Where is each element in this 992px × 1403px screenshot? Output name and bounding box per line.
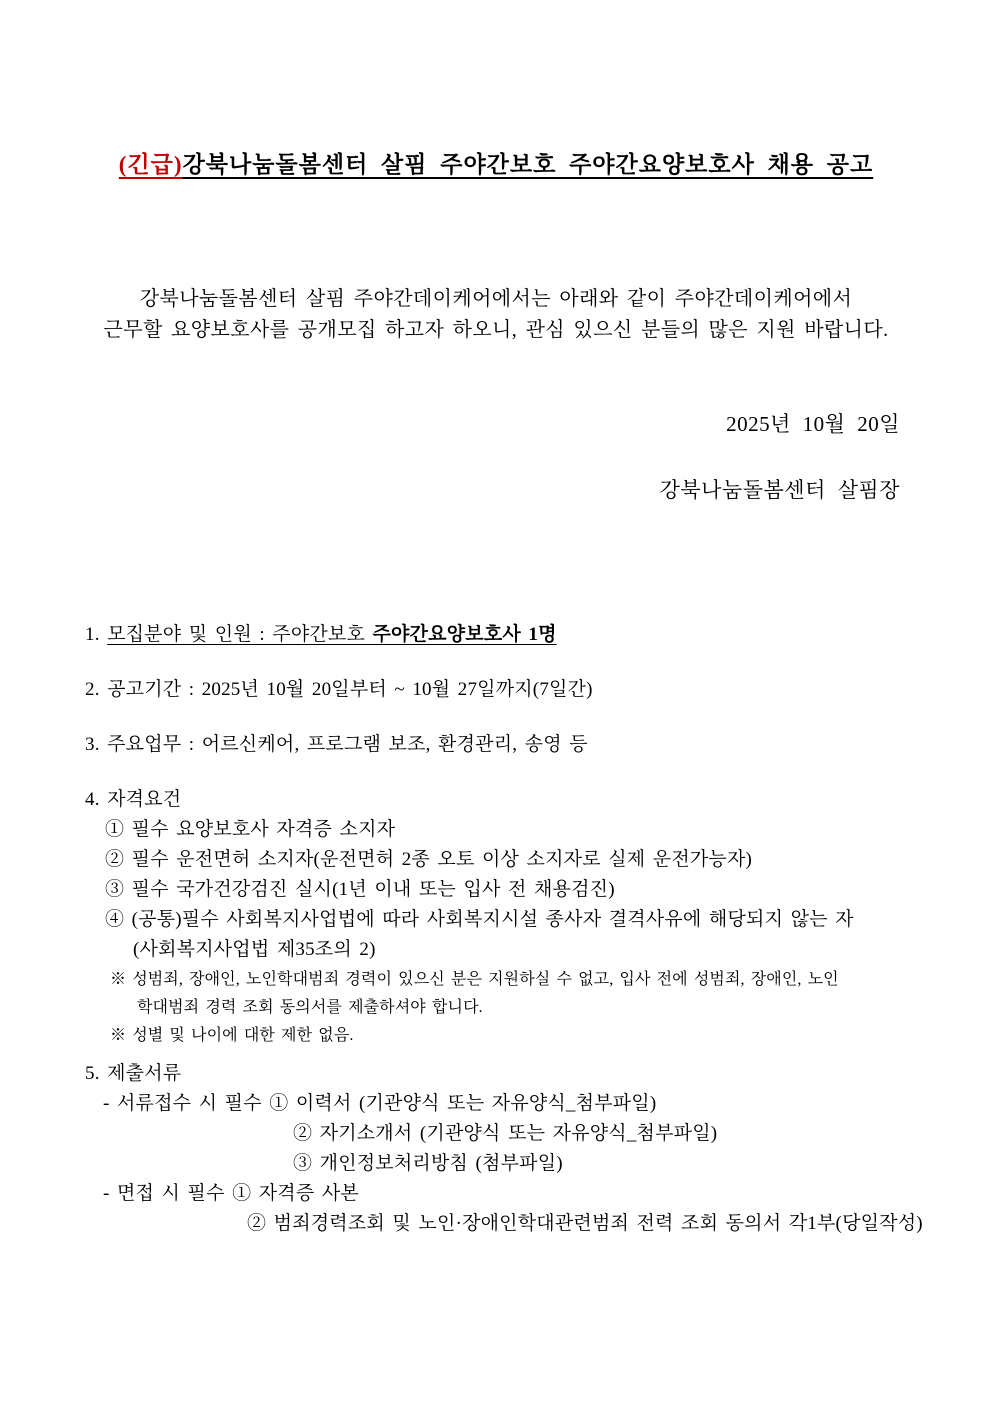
note-2: ※ 성별 및 나이에 대한 제한 없음. bbox=[110, 1027, 354, 1044]
item-5-interview-line-2: ② 범죄경력조회 및 노인·장애인학대관련범죄 전력 조회 동의서 각1부(당일작성) bbox=[247, 1213, 923, 1234]
item-5-doc-line-1: - 서류접수 시 필수 ① 이력서 (기관양식 또는 자유양식_첨부파일) bbox=[103, 1093, 657, 1114]
announcement-date: 2025년 10월 20일 bbox=[726, 412, 900, 436]
item-1-prefix: 1. bbox=[85, 624, 108, 645]
title-urgent-tag: (긴급) bbox=[118, 152, 183, 177]
intro-line-2: 근무할 요양보호사를 공개모집 하고자 하오니, 관심 있으신 분들의 많은 지원 바랍니다. bbox=[103, 319, 889, 341]
note-1-line-1: ※ 성범죄, 장애인, 노인학대범죄 경력이 있으신 분은 지원하실 수 없고, 입사 전에 성범죄, 장애인, 노인 bbox=[110, 971, 839, 988]
intro-line-1: 강북나눔돌봄센터 살핌 주야간데이케어에서는 아래와 같이 주야간데이케어에서 bbox=[139, 288, 853, 310]
body-list bbox=[0, 620, 992, 1239]
item-5-doc-line-3: ③ 개인정보처리방침 (첨부파일) bbox=[293, 1153, 563, 1174]
note-1-line-2: 학대범죄 경력 조회 동의서를 제출하셔야 합니다. bbox=[137, 999, 483, 1016]
item-5-interview-line-1: - 면접 시 필수 ① 자격증 사본 bbox=[103, 1183, 359, 1204]
item-4-sub-3: ③ 필수 국가건강검진 실시(1년 이내 또는 입사 전 채용검진) bbox=[105, 879, 615, 900]
item-5-documents-block bbox=[0, 1059, 992, 1239]
page-title bbox=[0, 150, 992, 180]
item-4-notes bbox=[0, 966, 992, 1050]
item-3-main-duties: 3. 주요업무 : 어르신케어, 프로그램 보조, 환경관리, 송영 등 bbox=[85, 734, 588, 755]
item-4-sub-4: ④ (공통)필수 사회복지사업법에 따라 사회복지시설 종사자 결격사유에 해당되지 않는 자 bbox=[105, 909, 854, 930]
item-4-sub-2: ② 필수 운전면허 소지자(운전면허 2종 오토 이상 소지자로 실제 운전가능자) bbox=[105, 849, 753, 870]
item-5-heading: 5. 제출서류 bbox=[85, 1063, 182, 1084]
item-4-qualifications-heading: 4. 자격요건 bbox=[85, 789, 182, 810]
item-2-posting-period: 2. 공고기간 : 2025년 10월 20일부터 ~ 10월 27일까지(7일간) bbox=[85, 679, 593, 700]
item-1-emphasized-text: 주야간요양보호사 1명 bbox=[372, 624, 557, 645]
item-4-sub-4-wrap: (사회복지사업법 제35조의 2) bbox=[133, 939, 376, 960]
intro-paragraph bbox=[0, 284, 992, 346]
title-main-text: 강북나눔돌봄센터 살핌 주야간보호 주야간요양보호사 채용 공고 bbox=[182, 152, 874, 177]
signature: 강북나눔돌봄센터 살핌장 bbox=[659, 478, 900, 502]
item-4-sub-1: ① 필수 요양보호사 자격증 소지자 bbox=[105, 819, 396, 840]
item-1-underlined-text: 모집분야 및 인원 : 주야간보호 bbox=[107, 624, 373, 645]
item-1-recruit-field bbox=[0, 620, 992, 650]
item-5-doc-line-2: ② 자기소개서 (기관양식 또는 자유양식_첨부파일) bbox=[293, 1123, 718, 1144]
